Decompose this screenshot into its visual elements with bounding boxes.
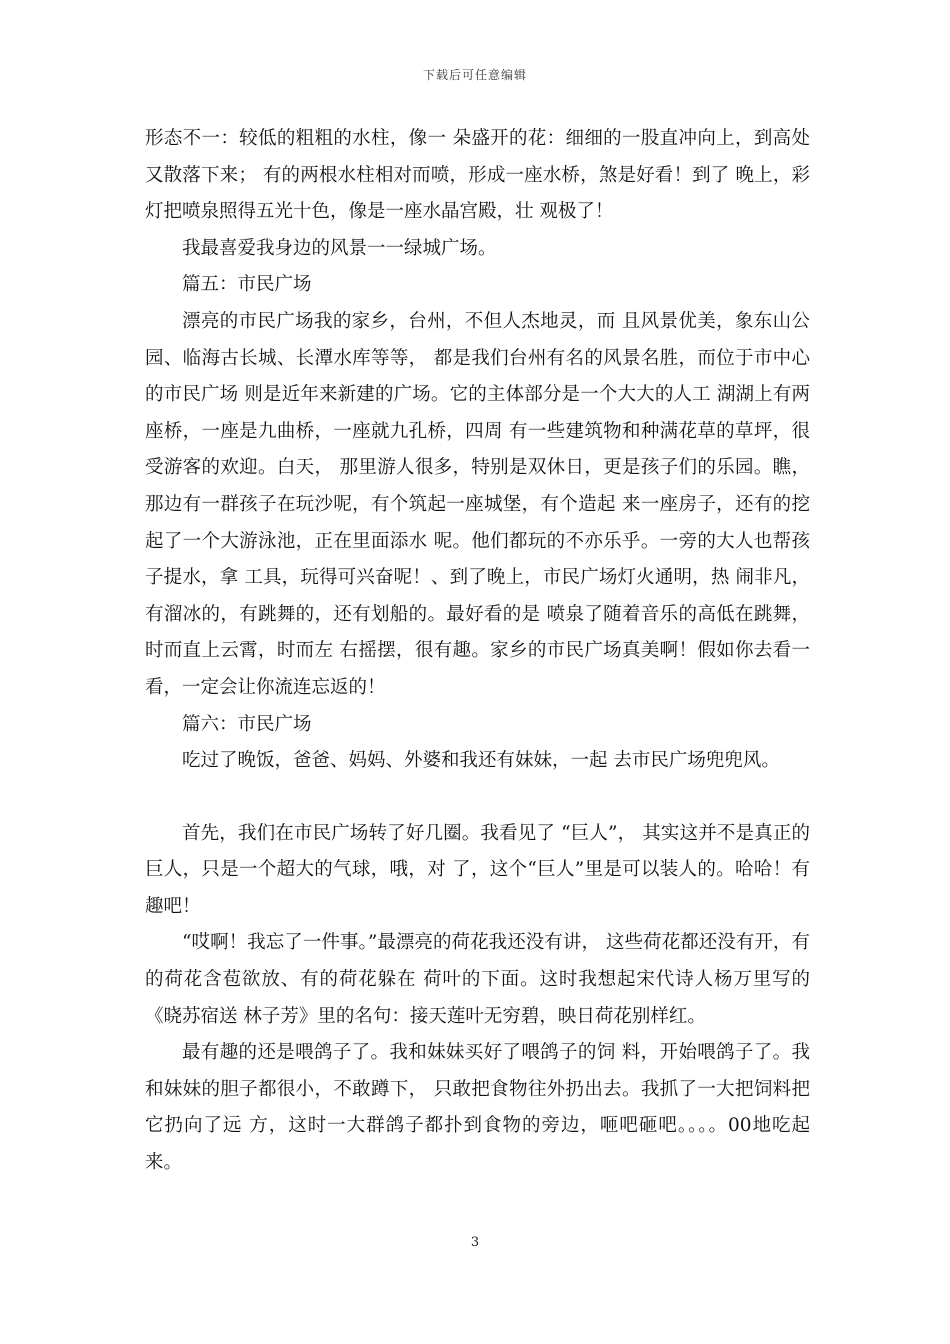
paragraph-after-dinner: 吃过了晚饭，爸爸、妈妈、外婆和我还有妹妹，一起 去市民广场兜兜风。 bbox=[182, 750, 780, 772]
paragraph-spacer bbox=[145, 780, 810, 816]
section-heading-five: 篇五：市民广场 bbox=[182, 274, 312, 296]
paragraph-citizen-square: 漂亮的市民广场我的家乡，台州，不但人杰地灵，而 且风景优美，象东山公园、临海古长城、长潭水库等等， 都是我们台州有名的风景名胜，而位于市中心的市民广场 则是近年来新建的广场。它的主体部分是一个大大的人工 湖湖上有两座桥，一座是九曲桥，一座就九孔桥，四周 有一些建筑物和种满花草的草坪，很受游客的欢迎。白天， 那里游人很多，特别是双休日，更是孩子们的乐园。瞧， 那边有一群孩子在玩沙呢，有个筑起一座城堡，有个造起 来一座房子，还有的挖起了一个大游泳池，正在里面添水 呢。他们都玩的不亦乐乎。一旁的大人也帮孩子提水，拿 工具，玩得可兴奋呢！、到了晚上，市民广场灯火通明，热 闹非凡，有溜冰的，有跳舞的，还有划船的。最好看的是 喷泉了随着音乐的高低在跳舞，时而直上云霄，时而左 右摇摆，很有趣。家乡的市民广场真美啊！假如你去看一 看，一定会让你流连忘返的！ bbox=[145, 310, 810, 698]
paragraph-giant-balloon: 首先，我们在市民广场转了好几圈。我看见了 “巨人”， 其实这并不是真正的巨人，只是一个超大的气球，哦，对 了，这个“巨人”里是可以装人的。哈哈！有趣吧！ bbox=[145, 822, 810, 917]
section-heading-six: 篇六：市民广场 bbox=[182, 713, 312, 735]
paragraph-lotus: “哎啊！我忘了一件事。”最漂亮的荷花我还没有讲， 这些荷花都还没有开，有的荷花含苞欲放、有的荷花躲在 荷叶的下面。这时我想起宋代诗人杨万里写的《晓苏宿送 林子芳》里的名句：接天莲叶无穷碧，映日荷花别样红。 bbox=[145, 932, 810, 1027]
page-header-note: 下载后可任意编辑 bbox=[422, 68, 527, 82]
paragraph-fountain-continued: 形态不一：较低的粗粗的水柱，像一 朵盛开的花：细细的一股直冲向上，到高处又散落下来； 有的两根水柱相对而喷，形成一座水桥，煞是好看！到了 晚上，彩灯把喷泉照得五光十色，像是一座水晶宫殿，壮 观极了！ bbox=[145, 128, 810, 223]
paragraph-pigeons: 最有趣的还是喂鸽子了。我和妹妹买好了喂鸽子的饲 料，开始喂鸽子了。我和妹妹的胆子都很小，不敢蹲下， 只敢把食物往外扔出去。我抓了一大把饲料把它扔向了远 方，这时一大群鸽子都扑到食物的旁边，咂吧砸吧。。。。00地吃起来。 bbox=[145, 1042, 810, 1174]
paragraph-favorite-scenery: 我最喜爱我身边的风景一一绿城广场。 bbox=[182, 237, 497, 259]
page-number: 3 bbox=[470, 1235, 480, 1250]
document-body bbox=[145, 121, 810, 1182]
